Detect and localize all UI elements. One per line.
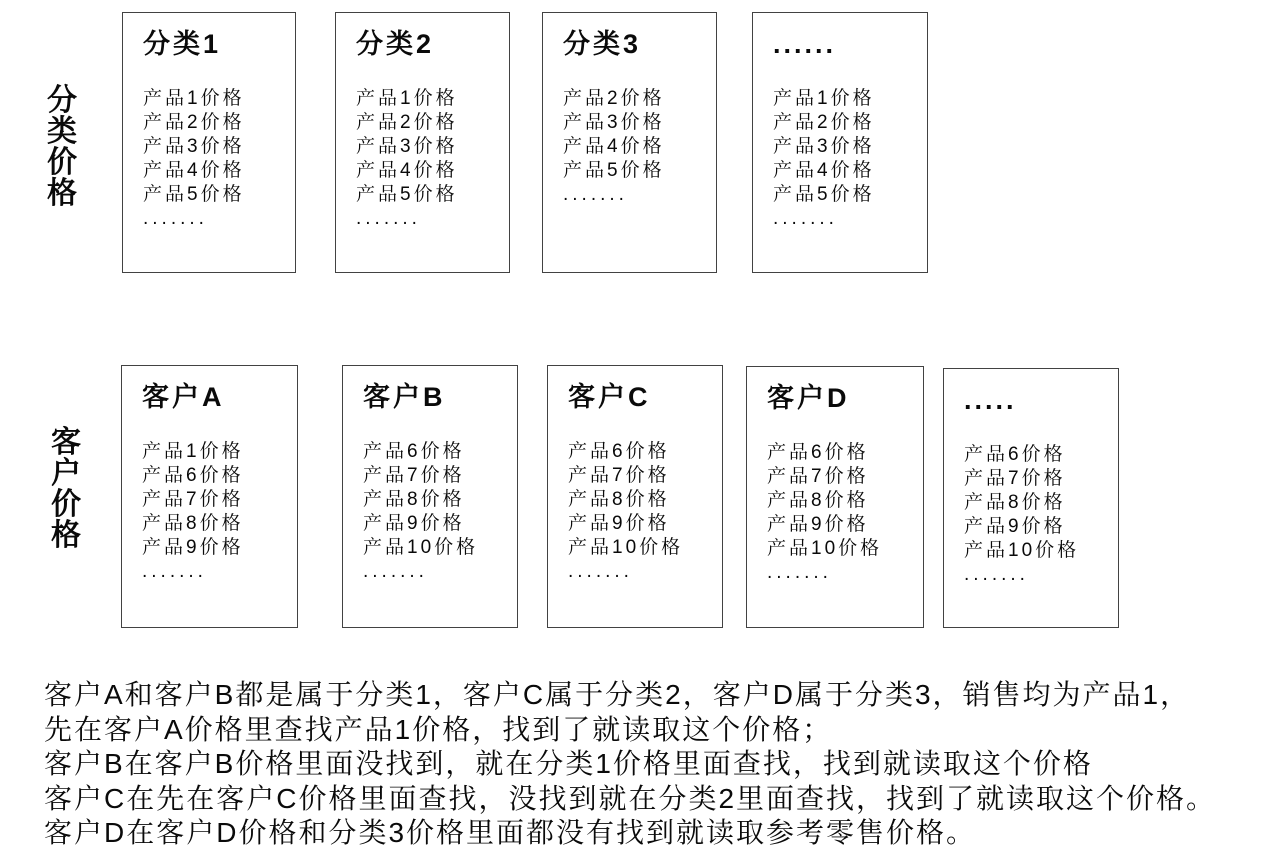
price-list-item: 产品2价格	[563, 88, 665, 109]
price-list-ellipsis: .......	[143, 208, 208, 229]
price-list-item: 产品5价格	[143, 184, 245, 205]
price-list-ellipsis: .......	[363, 561, 428, 582]
category-box-3	[542, 12, 717, 273]
category-side-label: 分类价格	[47, 84, 77, 210]
box-title: 分类2	[356, 29, 435, 59]
price-list-item: 产品10价格	[964, 540, 1080, 561]
note-line: 客户D在客户D价格和分类3价格里面都没有找到就读取参考零售价格。	[44, 817, 977, 848]
price-list-item: 产品9价格	[767, 514, 869, 535]
price-list	[568, 440, 716, 584]
box-title: ......	[773, 29, 837, 59]
price-list	[767, 441, 917, 585]
price-list-item: 产品9价格	[964, 516, 1066, 537]
price-list-item: 产品3价格	[143, 136, 245, 157]
category-box-more	[752, 12, 928, 273]
price-list	[142, 440, 291, 584]
price-list-item: 产品1价格	[356, 88, 458, 109]
category-box-1	[122, 12, 296, 273]
price-list-ellipsis: .......	[142, 561, 207, 582]
price-list-item: 产品6价格	[964, 444, 1066, 465]
price-list-item: 产品3价格	[773, 136, 875, 157]
price-list-item: 产品7价格	[964, 468, 1066, 489]
price-list-item: 产品4价格	[356, 160, 458, 181]
customer-box-c	[547, 365, 723, 628]
category-box-2	[335, 12, 510, 273]
price-list-item: 产品2价格	[143, 112, 245, 133]
price-list	[773, 87, 921, 231]
box-title: 客户A	[142, 382, 225, 412]
price-list-item: 产品6价格	[767, 442, 869, 463]
price-list-item: 产品8价格	[568, 489, 670, 510]
price-list-item: 产品10价格	[767, 538, 883, 559]
note-line: 客户C在先在客户C价格里面查找，没找到就在分类2里面查找，找到了就读取这个价格。	[44, 782, 1217, 814]
box-title: 客户C	[568, 382, 651, 412]
price-list-item: 产品2价格	[356, 112, 458, 133]
price-list-item: 产品7价格	[142, 489, 244, 510]
price-list-item: 产品4价格	[563, 136, 665, 157]
price-list-ellipsis: .......	[964, 564, 1029, 585]
price-list-item: 产品1价格	[773, 88, 875, 109]
price-list-item: 产品3价格	[563, 112, 665, 133]
price-list-ellipsis: .......	[773, 208, 838, 229]
price-list	[356, 87, 503, 231]
price-list-item: 产品3价格	[356, 136, 458, 157]
note-line: 先在客户A价格里查找产品1价格，找到了就读取这个价格；	[44, 713, 833, 745]
price-list-item: 产品9价格	[142, 537, 244, 558]
price-list-item: 产品1价格	[143, 88, 245, 109]
customer-side-label: 客户价格	[51, 426, 81, 552]
price-list-item: 产品2价格	[773, 112, 875, 133]
note-line: 客户B在客户B价格里面没找到，就在分类1价格里面查找，找到就读取这个价格	[44, 748, 1093, 779]
box-title: 客户D	[767, 383, 850, 413]
customer-box-b	[342, 365, 518, 628]
customer-box-more	[943, 368, 1119, 628]
price-list-item: 产品6价格	[568, 441, 670, 462]
price-list-ellipsis: .......	[568, 561, 633, 582]
price-list-item: 产品5价格	[356, 184, 458, 205]
price-list	[563, 87, 710, 207]
price-list-ellipsis: .......	[563, 184, 628, 205]
price-list-item: 产品4价格	[773, 160, 875, 181]
price-list-item: 产品7价格	[767, 466, 869, 487]
price-list-item: 产品5价格	[773, 184, 875, 205]
price-list	[964, 443, 1112, 587]
box-title: 客户B	[363, 382, 446, 412]
price-list-item: 产品10价格	[363, 537, 479, 558]
box-title: 分类3	[563, 29, 642, 59]
price-list-item: 产品9价格	[363, 513, 465, 534]
price-list-item: 产品6价格	[142, 465, 244, 486]
price-list-item: 产品4价格	[143, 160, 245, 181]
price-list-item: 产品8价格	[142, 513, 244, 534]
price-list-item: 产品1价格	[142, 441, 244, 462]
price-list	[143, 87, 289, 231]
price-list-item: 产品6价格	[363, 441, 465, 462]
price-list-item: 产品8价格	[363, 489, 465, 510]
customer-box-a	[121, 365, 298, 628]
price-list-item: 产品7价格	[568, 465, 670, 486]
note-paragraph	[44, 678, 1264, 851]
price-list-item: 产品7价格	[363, 465, 465, 486]
price-list-item: 产品9价格	[568, 513, 670, 534]
note-line: 客户A和客户B都是属于分类1，客户C属于分类2，客户D属于分类3，销售均为产品1，	[44, 679, 1191, 710]
price-list-item: 产品8价格	[964, 492, 1066, 513]
price-list-item: 产品8价格	[767, 490, 869, 511]
box-title: 分类1	[143, 29, 222, 59]
price-list-item: 产品10价格	[568, 537, 684, 558]
price-list-item: 产品5价格	[563, 160, 665, 181]
price-list-ellipsis: .......	[767, 562, 832, 583]
price-list-ellipsis: .......	[356, 208, 421, 229]
customer-box-d	[746, 366, 924, 628]
price-list	[363, 440, 511, 584]
box-title: .....	[964, 385, 1017, 415]
